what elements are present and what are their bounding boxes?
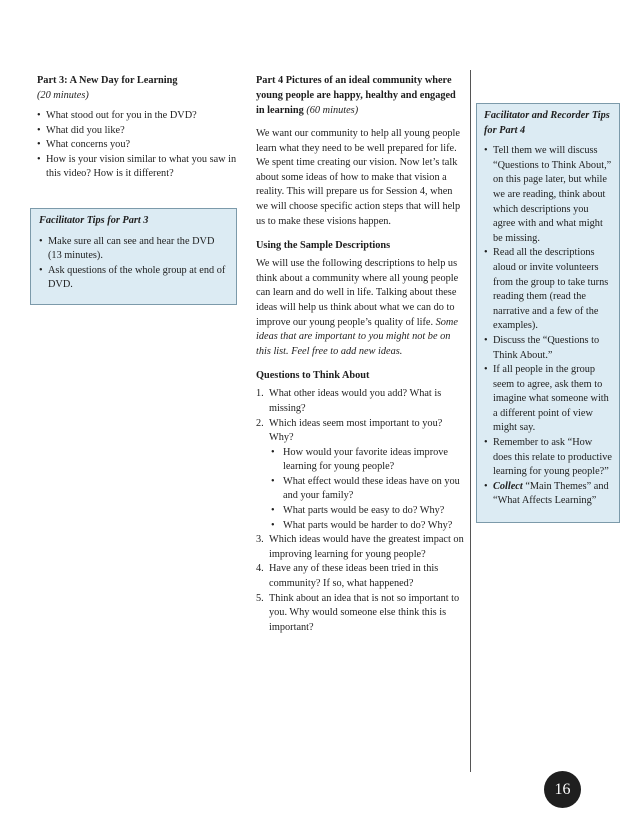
question-sublist bbox=[269, 446, 466, 534]
tips4-list bbox=[484, 144, 612, 509]
list-item: • What concerns you? bbox=[37, 138, 237, 153]
collect-text: “Main Themes” and “What Affects Learning” bbox=[493, 480, 609, 507]
sample-text-italic: Some ideas that are important to you might not be on this list. Feel free to add new ideas. bbox=[256, 316, 458, 357]
list-item bbox=[256, 387, 466, 416]
sample-text bbox=[256, 257, 466, 359]
question-text: What other ideas would you add? What is missing? bbox=[269, 388, 442, 414]
list-item: • What parts would be harder to do? Why? bbox=[269, 519, 466, 534]
tips3-list bbox=[39, 235, 228, 293]
list-item: • Ask questions of the whole group at end of DVD. bbox=[39, 264, 228, 293]
list-item: • What parts would be easy to do? Why? bbox=[269, 504, 466, 519]
list-item: • What did you like? bbox=[37, 124, 237, 139]
list-item: • What stood out for you in the DVD? bbox=[37, 109, 237, 124]
column-divider bbox=[470, 70, 471, 772]
list-item: • What effect would these ideas have on you and your family? bbox=[269, 475, 466, 504]
list-item: • How is your vision similar to what you saw in this video? How is it different? bbox=[37, 153, 237, 182]
list-item: • Read all the descriptions aloud or invite volunteers from the group to take turns reading them (read the narrative and a few of the examples). bbox=[484, 246, 612, 334]
part3-heading: Part 3: A New Day for Learning bbox=[37, 75, 178, 86]
question-number: 2. bbox=[256, 417, 264, 429]
list-item: • Remember to ask “How does this relate to productive learning for young people?” bbox=[484, 436, 612, 480]
list-item bbox=[484, 480, 612, 509]
part4-duration: (60 minutes) bbox=[306, 105, 359, 116]
part4-heading bbox=[256, 73, 466, 118]
part4-heading-text: Part 4 Pictures of an ideal community where young people are happy, healthy and engaged in learning bbox=[256, 75, 456, 116]
list-item bbox=[256, 533, 466, 562]
collect-label: Collect bbox=[493, 480, 523, 492]
list-item: • Tell them we will discuss “Questions to Think About,” on this page later, but while we are reading, think about which descriptions you agree with and what might be missing. bbox=[484, 144, 612, 246]
question-number: 1. bbox=[256, 388, 264, 400]
question-number: 4. bbox=[256, 563, 264, 575]
list-item: • Make sure all can see and hear the DVD (13 minutes). bbox=[39, 235, 228, 264]
list-item bbox=[256, 592, 466, 636]
list-item bbox=[256, 562, 466, 591]
part3-duration: (20 minutes) bbox=[37, 90, 89, 101]
list-item: • Discuss the “Questions to Think About.” bbox=[484, 334, 612, 363]
question-text: Which ideas seem most important to you? Why? bbox=[269, 417, 443, 444]
list-item bbox=[256, 417, 466, 534]
list-item: • If all people in the group seem to agree, ask them to imagine what someone with a different point of view might say. bbox=[484, 363, 612, 436]
part3-column bbox=[37, 73, 237, 182]
question-text: Have any of these ideas been tried in this community? If so, what happened? bbox=[269, 563, 439, 590]
page-number-badge bbox=[544, 771, 581, 808]
facilitator-tips-part3-box bbox=[30, 208, 237, 305]
part4-intro: We want our community to help all young people learn what they need to be well prepared for life. We spent time creating our vision. Now let’s talk about some ideas of how to make that vision a reality. This will prepare us for Session 4, when we will choose specific action steps that will help us to make these visions happen. bbox=[256, 128, 461, 227]
facilitator-tips-part4-box bbox=[476, 103, 620, 523]
question-text: Which ideas would have the greatest impact on improving learning for young people? bbox=[269, 534, 464, 560]
question-text: Think about an idea that is not so important to you. Why would someone else think this is important? bbox=[269, 592, 460, 633]
sample-text-main: We will use the following descriptions to help us think about a community where all young people can learn and do well in life. Talking about these ideas will help us think about what we can do to improve our young people’s quality of life. bbox=[256, 258, 459, 328]
sample-heading: Using the Sample Descriptions bbox=[256, 240, 391, 252]
part3-questions bbox=[37, 109, 237, 182]
tips3-title: Facilitator Tips for Part 3 bbox=[39, 215, 149, 226]
question-number: 3. bbox=[256, 534, 264, 546]
list-item: • How would your favorite ideas improve learning for young people? bbox=[269, 446, 466, 475]
tips4-title: Facilitator and Recorder Tips for Part 4 bbox=[484, 110, 610, 136]
questions-heading: Questions to Think About bbox=[256, 370, 370, 382]
question-number: 5. bbox=[256, 592, 264, 604]
part4-column bbox=[256, 73, 466, 635]
questions-list bbox=[256, 387, 466, 635]
page-number: 16 bbox=[554, 780, 571, 798]
